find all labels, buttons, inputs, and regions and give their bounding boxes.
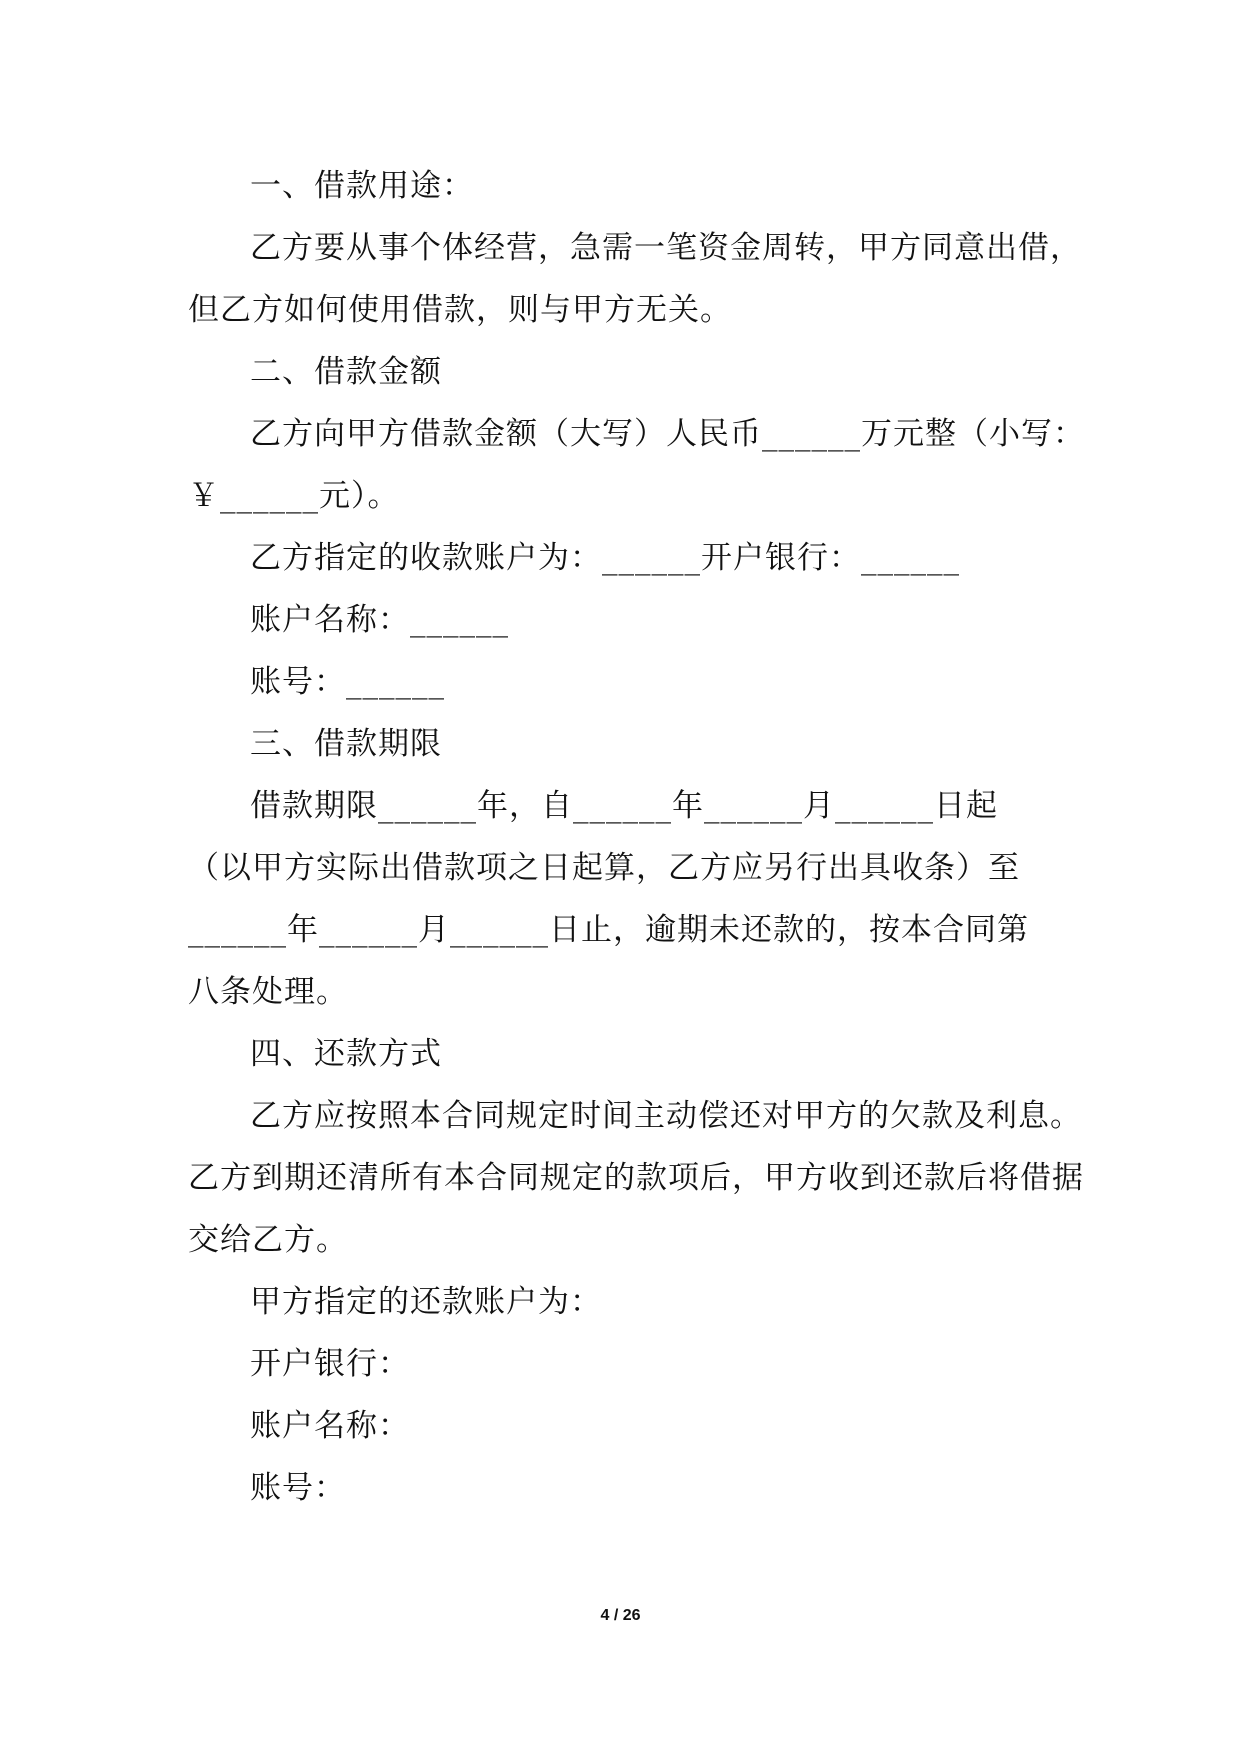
paragraph-line: 交给乙方。 (188, 1222, 348, 1258)
paragraph-line: 账号： (250, 1470, 346, 1506)
paragraph-line: 乙方向甲方借款金额（大写）人民币______万元整（小写： (250, 416, 1085, 452)
paragraph-line: ______年______月______日止，逾期未还款的，按本合同第 (188, 912, 1029, 948)
section-heading-amount: 二、借款金额 (250, 354, 442, 390)
paragraph-line: 乙方到期还清所有本合同规定的款项后，甲方收到还款后将借据 (188, 1160, 1084, 1196)
section-heading-repayment: 四、还款方式 (250, 1036, 442, 1072)
paragraph-line: 甲方指定的还款账户为： (250, 1284, 602, 1320)
section-heading-purpose: 一、借款用途： (250, 168, 474, 204)
paragraph-line: 账号：______ (250, 664, 445, 700)
paragraph-line: 八条处理。 (188, 974, 348, 1010)
paragraph-line: 开户银行： (250, 1346, 410, 1382)
paragraph-line: 账户名称：______ (250, 602, 509, 638)
paragraph-line: 乙方指定的收款账户为：______开户银行：______ (250, 540, 960, 576)
paragraph-line: 乙方要从事个体经营，急需一笔资金周转，甲方同意出借， (250, 230, 1082, 266)
paragraph-line: ￥______元）。 (188, 478, 400, 514)
page-number: 4 / 26 (600, 1607, 641, 1624)
paragraph-line: 账户名称： (250, 1408, 410, 1444)
paragraph-line: 乙方应按照本合同规定时间主动偿还对甲方的欠款及利息。 (250, 1098, 1082, 1134)
section-heading-term: 三、借款期限 (250, 726, 442, 762)
paragraph-line: 借款期限______年，自______年______月______日起 (250, 788, 998, 824)
paragraph-line: 但乙方如何使用借款，则与甲方无关。 (188, 292, 732, 328)
paragraph-line: （以甲方实际出借款项之日起算，乙方应另行出具收条）至 (188, 850, 1020, 886)
